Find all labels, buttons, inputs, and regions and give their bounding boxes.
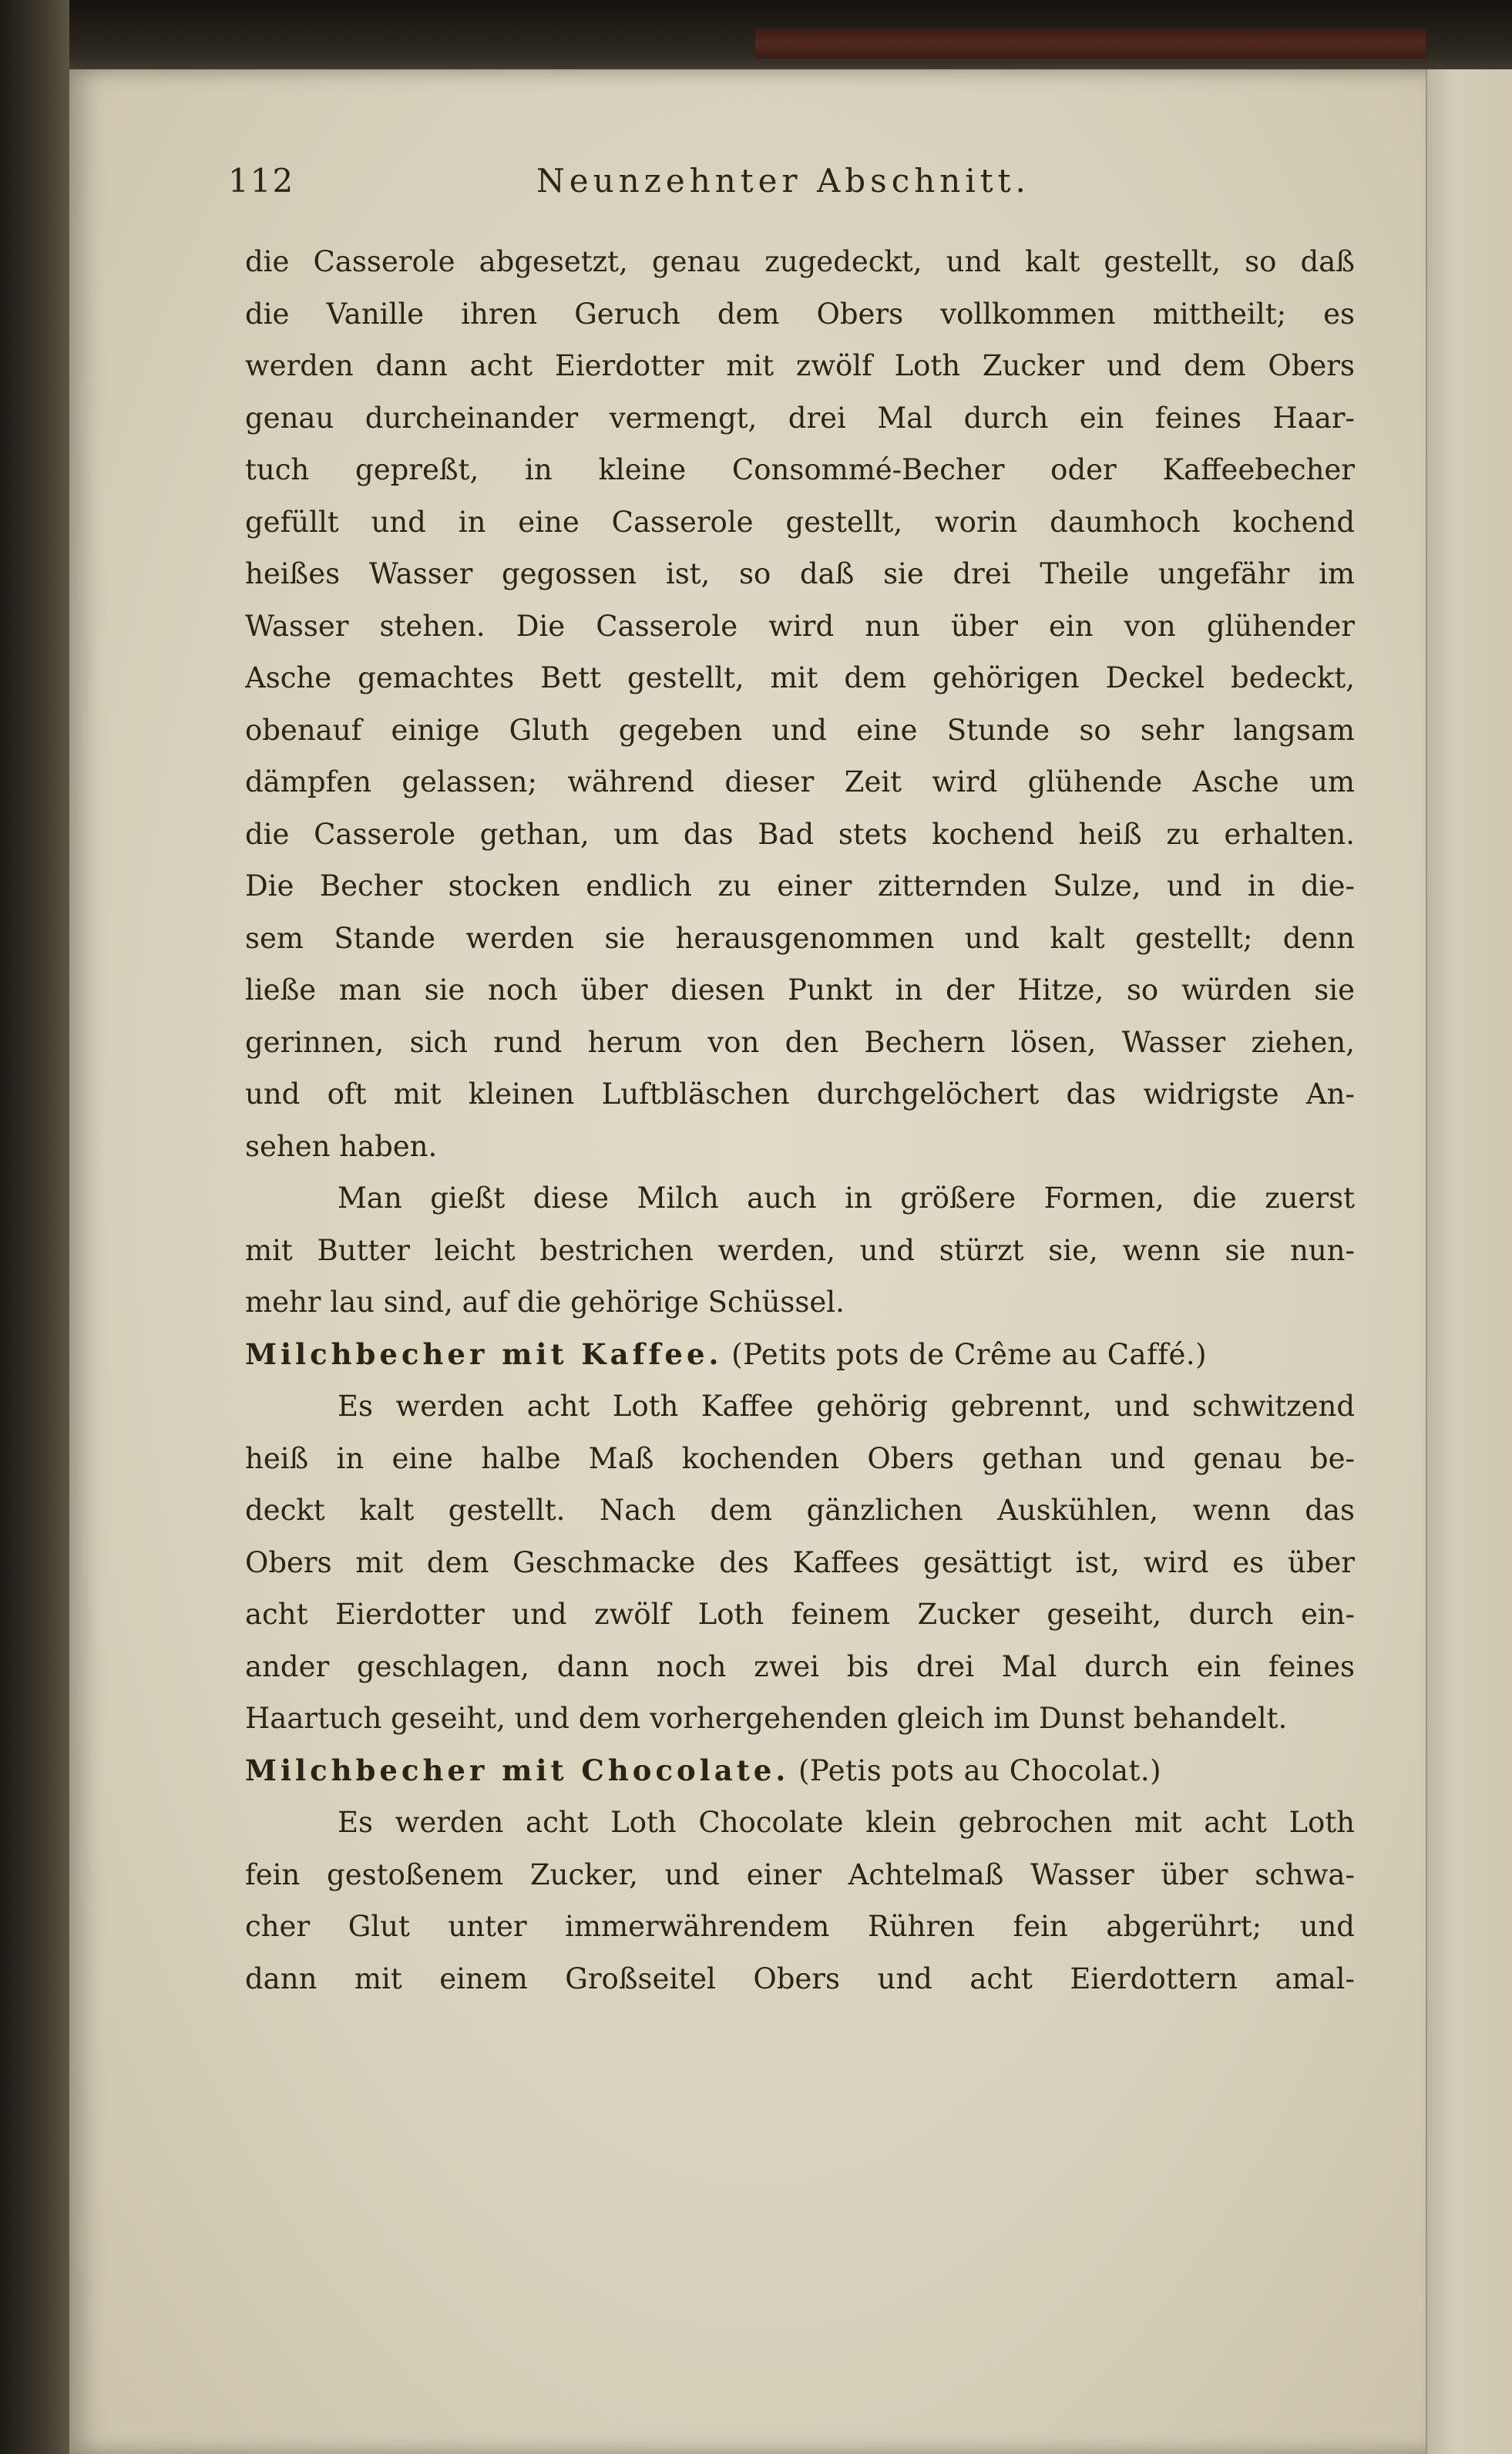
recipe-heading-kaffee xyxy=(245,1329,1355,1381)
text-line: gefüllt und in eine Casserole gestellt, worin daumhoch kochend xyxy=(245,505,1355,539)
text-line: dann mit einem Großseitel Obers und acht Eierdottern amal- xyxy=(245,1962,1355,1995)
text-line: tuch gepreßt, in kleine Consommé-Becher oder Kaffeebecher xyxy=(245,453,1355,486)
text-line: gerinnen, sich rund herum von den Bechern lösen, Wasser ziehen, xyxy=(245,1025,1355,1059)
heading-french: (Petis pots au Chocolat.) xyxy=(798,1753,1162,1787)
text-line: und oft mit kleinen Luftbläschen durchgelöchert das widrigste An- xyxy=(245,1077,1355,1111)
text-line: sehen haben. xyxy=(245,1129,438,1163)
text-line: Es werden acht Loth Chocolate klein gebrochen mit acht Loth xyxy=(338,1806,1355,1839)
text-line: die Casserole abgesetzt, genau zugedeckt, und kalt gestellt, so daß xyxy=(245,245,1355,278)
text-line: deckt kalt gestellt. Nach dem gänzlichen Auskühlen, wenn das xyxy=(245,1494,1355,1527)
text-line: werden dann acht Eierdotter mit zwölf Loth Zucker und dem Obers xyxy=(245,349,1355,382)
next-page-edge xyxy=(1426,69,1512,2454)
text-line: heißes Wasser gegossen ist, so daß sie drei Theile ungefähr im xyxy=(245,557,1355,590)
page-number: 112 xyxy=(228,162,295,200)
text-line: cher Glut unter immerwährendem Rühren fein abgerührt; und xyxy=(245,1910,1355,1943)
text-line: obenauf einige Gluth gegeben und eine Stunde so sehr langsam xyxy=(245,713,1355,747)
text-line: sem Stande werden sie herausgenommen und kalt gestellt; denn xyxy=(245,921,1355,955)
text-line: ander geschlagen, dann noch zwei bis drei Mal durch ein feines xyxy=(245,1649,1355,1683)
text-line: ließe man sie noch über diesen Punkt in der Hitze, so würden sie xyxy=(245,973,1355,1007)
text-line: Wasser stehen. Die Casserole wird nun über ein von glühender xyxy=(245,609,1355,643)
text-line: Man gießt diese Milch auch in größere Formen, die zuerst xyxy=(338,1182,1355,1215)
text-line: genau durcheinander vermengt, drei Mal durch ein feines Haar- xyxy=(245,401,1355,435)
text-line: Haartuch geseiht, und dem vorhergehenden gleich im Dunst behandelt. xyxy=(245,1702,1288,1735)
heading-german: Milchbecher mit Kaffee. xyxy=(245,1336,723,1371)
text-line: Obers mit dem Geschmacke des Kaffees gesättigt ist, wird es über xyxy=(245,1545,1355,1579)
running-head: Neunzehnter Abschnitt. xyxy=(536,162,1030,200)
heading-french: (Petits pots de Crême au Caffé.) xyxy=(731,1337,1208,1371)
text-line: heiß in eine halbe Maß kochenden Obers gethan und genau be- xyxy=(245,1441,1355,1475)
text-line: fein gestoßenem Zucker, und einer Achtelmaß Wasser über schwa- xyxy=(245,1857,1355,1891)
text-line: Es werden acht Loth Kaffee gehörig gebrennt, und schwitzend xyxy=(338,1390,1355,1423)
page-text xyxy=(245,236,1355,2005)
text-line: mit Butter leicht bestrichen werden, und stürzt sie, wenn sie nun- xyxy=(245,1233,1355,1267)
heading-german: Milchbecher mit Chocolate. xyxy=(245,1753,790,1787)
text-line: Die Becher stocken endlich zu einer zitternden Sulze, und in die- xyxy=(245,869,1355,903)
text-line: dämpfen gelassen; während dieser Zeit wird glühende Asche um xyxy=(245,765,1355,798)
recipe-heading-chocolate xyxy=(245,1745,1355,1797)
text-line: acht Eierdotter und zwölf Loth feinem Zucker geseiht, durch ein- xyxy=(245,1598,1355,1631)
cover-board-edge xyxy=(755,28,1426,59)
text-line: Asche gemachtes Bett gestellt, mit dem gehörigen Deckel bedeckt, xyxy=(245,661,1355,694)
text-line: die Casserole gethan, um das Bad stets kochend heiß zu erhalten. xyxy=(245,817,1355,851)
book-binding xyxy=(0,0,69,2454)
page-header xyxy=(228,162,1369,208)
text-line: die Vanille ihren Geruch dem Obers vollkommen mittheilt; es xyxy=(245,297,1355,331)
text-line: mehr lau sind, auf die gehörige Schüssel. xyxy=(245,1286,845,1319)
